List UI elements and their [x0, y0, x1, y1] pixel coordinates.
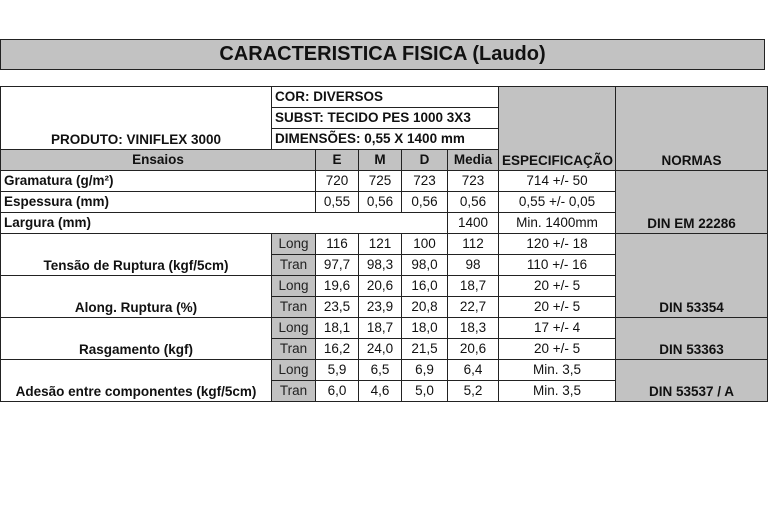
cell-media: 18,3 [448, 318, 499, 339]
cell-d: 100 [402, 234, 448, 255]
cell-e: 19,6 [316, 276, 359, 297]
substrate-info: SUBST: TECIDO PES 1000 3X3 [272, 108, 499, 129]
cell-spec: Min. 3,5 [499, 381, 616, 402]
norma-din-53537: DIN 53537 / A [616, 360, 768, 402]
cell-m: 24,0 [359, 339, 402, 360]
norma-din-22286: DIN EM 22286 [616, 171, 768, 234]
ensaios-header: Ensaios [1, 150, 316, 171]
cell-d: 723 [402, 171, 448, 192]
cell-e: 97,7 [316, 255, 359, 276]
cell-e: 720 [316, 171, 359, 192]
cell-spec: 110 +/- 16 [499, 255, 616, 276]
cell-m: 23,9 [359, 297, 402, 318]
table-row [1, 234, 768, 255]
norma-din-53363: DIN 53363 [616, 318, 768, 360]
sub-label: Long [272, 276, 316, 297]
table-row [1, 171, 768, 192]
cell-d: 16,0 [402, 276, 448, 297]
cell-spec: Min. 3,5 [499, 360, 616, 381]
cell-spec: 20 +/- 5 [499, 297, 616, 318]
cell-media: 22,7 [448, 297, 499, 318]
cell-m: 4,6 [359, 381, 402, 402]
spec-header: ESPECIFICAÇÃO [499, 87, 616, 171]
cell-d: 0,56 [402, 192, 448, 213]
cell-media: 6,4 [448, 360, 499, 381]
cell-media: 723 [448, 171, 499, 192]
row-label: Gramatura (g/m²) [1, 171, 316, 192]
cell-d: 98,0 [402, 255, 448, 276]
cell-media: 5,2 [448, 381, 499, 402]
cell-media: 20,6 [448, 339, 499, 360]
col-m-header: M [359, 150, 402, 171]
col-media-header: Media [448, 150, 499, 171]
cell-e: 5,9 [316, 360, 359, 381]
cell-media: 112 [448, 234, 499, 255]
cell-d: 21,5 [402, 339, 448, 360]
cell-spec: Min. 1400mm [499, 213, 616, 234]
sub-label: Tran [272, 255, 316, 276]
row-label: Along. Ruptura (%) [1, 276, 272, 318]
cell-m: 121 [359, 234, 402, 255]
row-label: Tensão de Ruptura (kgf/5cm) [1, 234, 272, 276]
cell-m: 98,3 [359, 255, 402, 276]
table-row [1, 318, 768, 339]
cell-spec: 0,55 +/- 0,05 [499, 192, 616, 213]
cell-d: 6,9 [402, 360, 448, 381]
table-row [1, 360, 768, 381]
col-d-header: D [402, 150, 448, 171]
row-label: Rasgamento (kgf) [1, 318, 272, 360]
sub-label: Tran [272, 297, 316, 318]
cell-m: 20,6 [359, 276, 402, 297]
row-label: Adesão entre componentes (kgf/5cm) [1, 360, 272, 402]
cell-m: 0,56 [359, 192, 402, 213]
product-name: PRODUTO: VINIFLEX 3000 [1, 87, 272, 150]
report-title: CARACTERISTICA FISICA (Laudo) [0, 39, 765, 70]
row-label: Espessura (mm) [1, 192, 316, 213]
cell-m: 18,7 [359, 318, 402, 339]
cell-e: 0,55 [316, 192, 359, 213]
cell-media: 98 [448, 255, 499, 276]
sub-label: Tran [272, 339, 316, 360]
dimensions-info: DIMENSÕES: 0,55 X 1400 mm [272, 129, 499, 150]
physical-characteristics-table [0, 86, 768, 402]
sub-label: Long [272, 318, 316, 339]
cell-e: 116 [316, 234, 359, 255]
cell-e: 16,2 [316, 339, 359, 360]
cell-media: 18,7 [448, 276, 499, 297]
sub-label: Tran [272, 381, 316, 402]
cell-media: 1400 [448, 213, 499, 234]
sub-label: Long [272, 360, 316, 381]
cell-d: 20,8 [402, 297, 448, 318]
cell-e: 18,1 [316, 318, 359, 339]
col-e-header: E [316, 150, 359, 171]
cell-spec: 17 +/- 4 [499, 318, 616, 339]
cell-e: 6,0 [316, 381, 359, 402]
row-label: Largura (mm) [1, 213, 448, 234]
cell-m: 725 [359, 171, 402, 192]
norma-din-53354: DIN 53354 [616, 234, 768, 318]
cell-spec: 20 +/- 5 [499, 339, 616, 360]
cell-media: 0,56 [448, 192, 499, 213]
cell-m: 6,5 [359, 360, 402, 381]
normas-header: NORMAS [616, 87, 768, 171]
cell-spec: 714 +/- 50 [499, 171, 616, 192]
cell-d: 18,0 [402, 318, 448, 339]
cell-spec: 120 +/- 18 [499, 234, 616, 255]
sub-label: Long [272, 234, 316, 255]
cell-spec: 20 +/- 5 [499, 276, 616, 297]
color-info: COR: DIVERSOS [272, 87, 499, 108]
cell-e: 23,5 [316, 297, 359, 318]
cell-d: 5,0 [402, 381, 448, 402]
